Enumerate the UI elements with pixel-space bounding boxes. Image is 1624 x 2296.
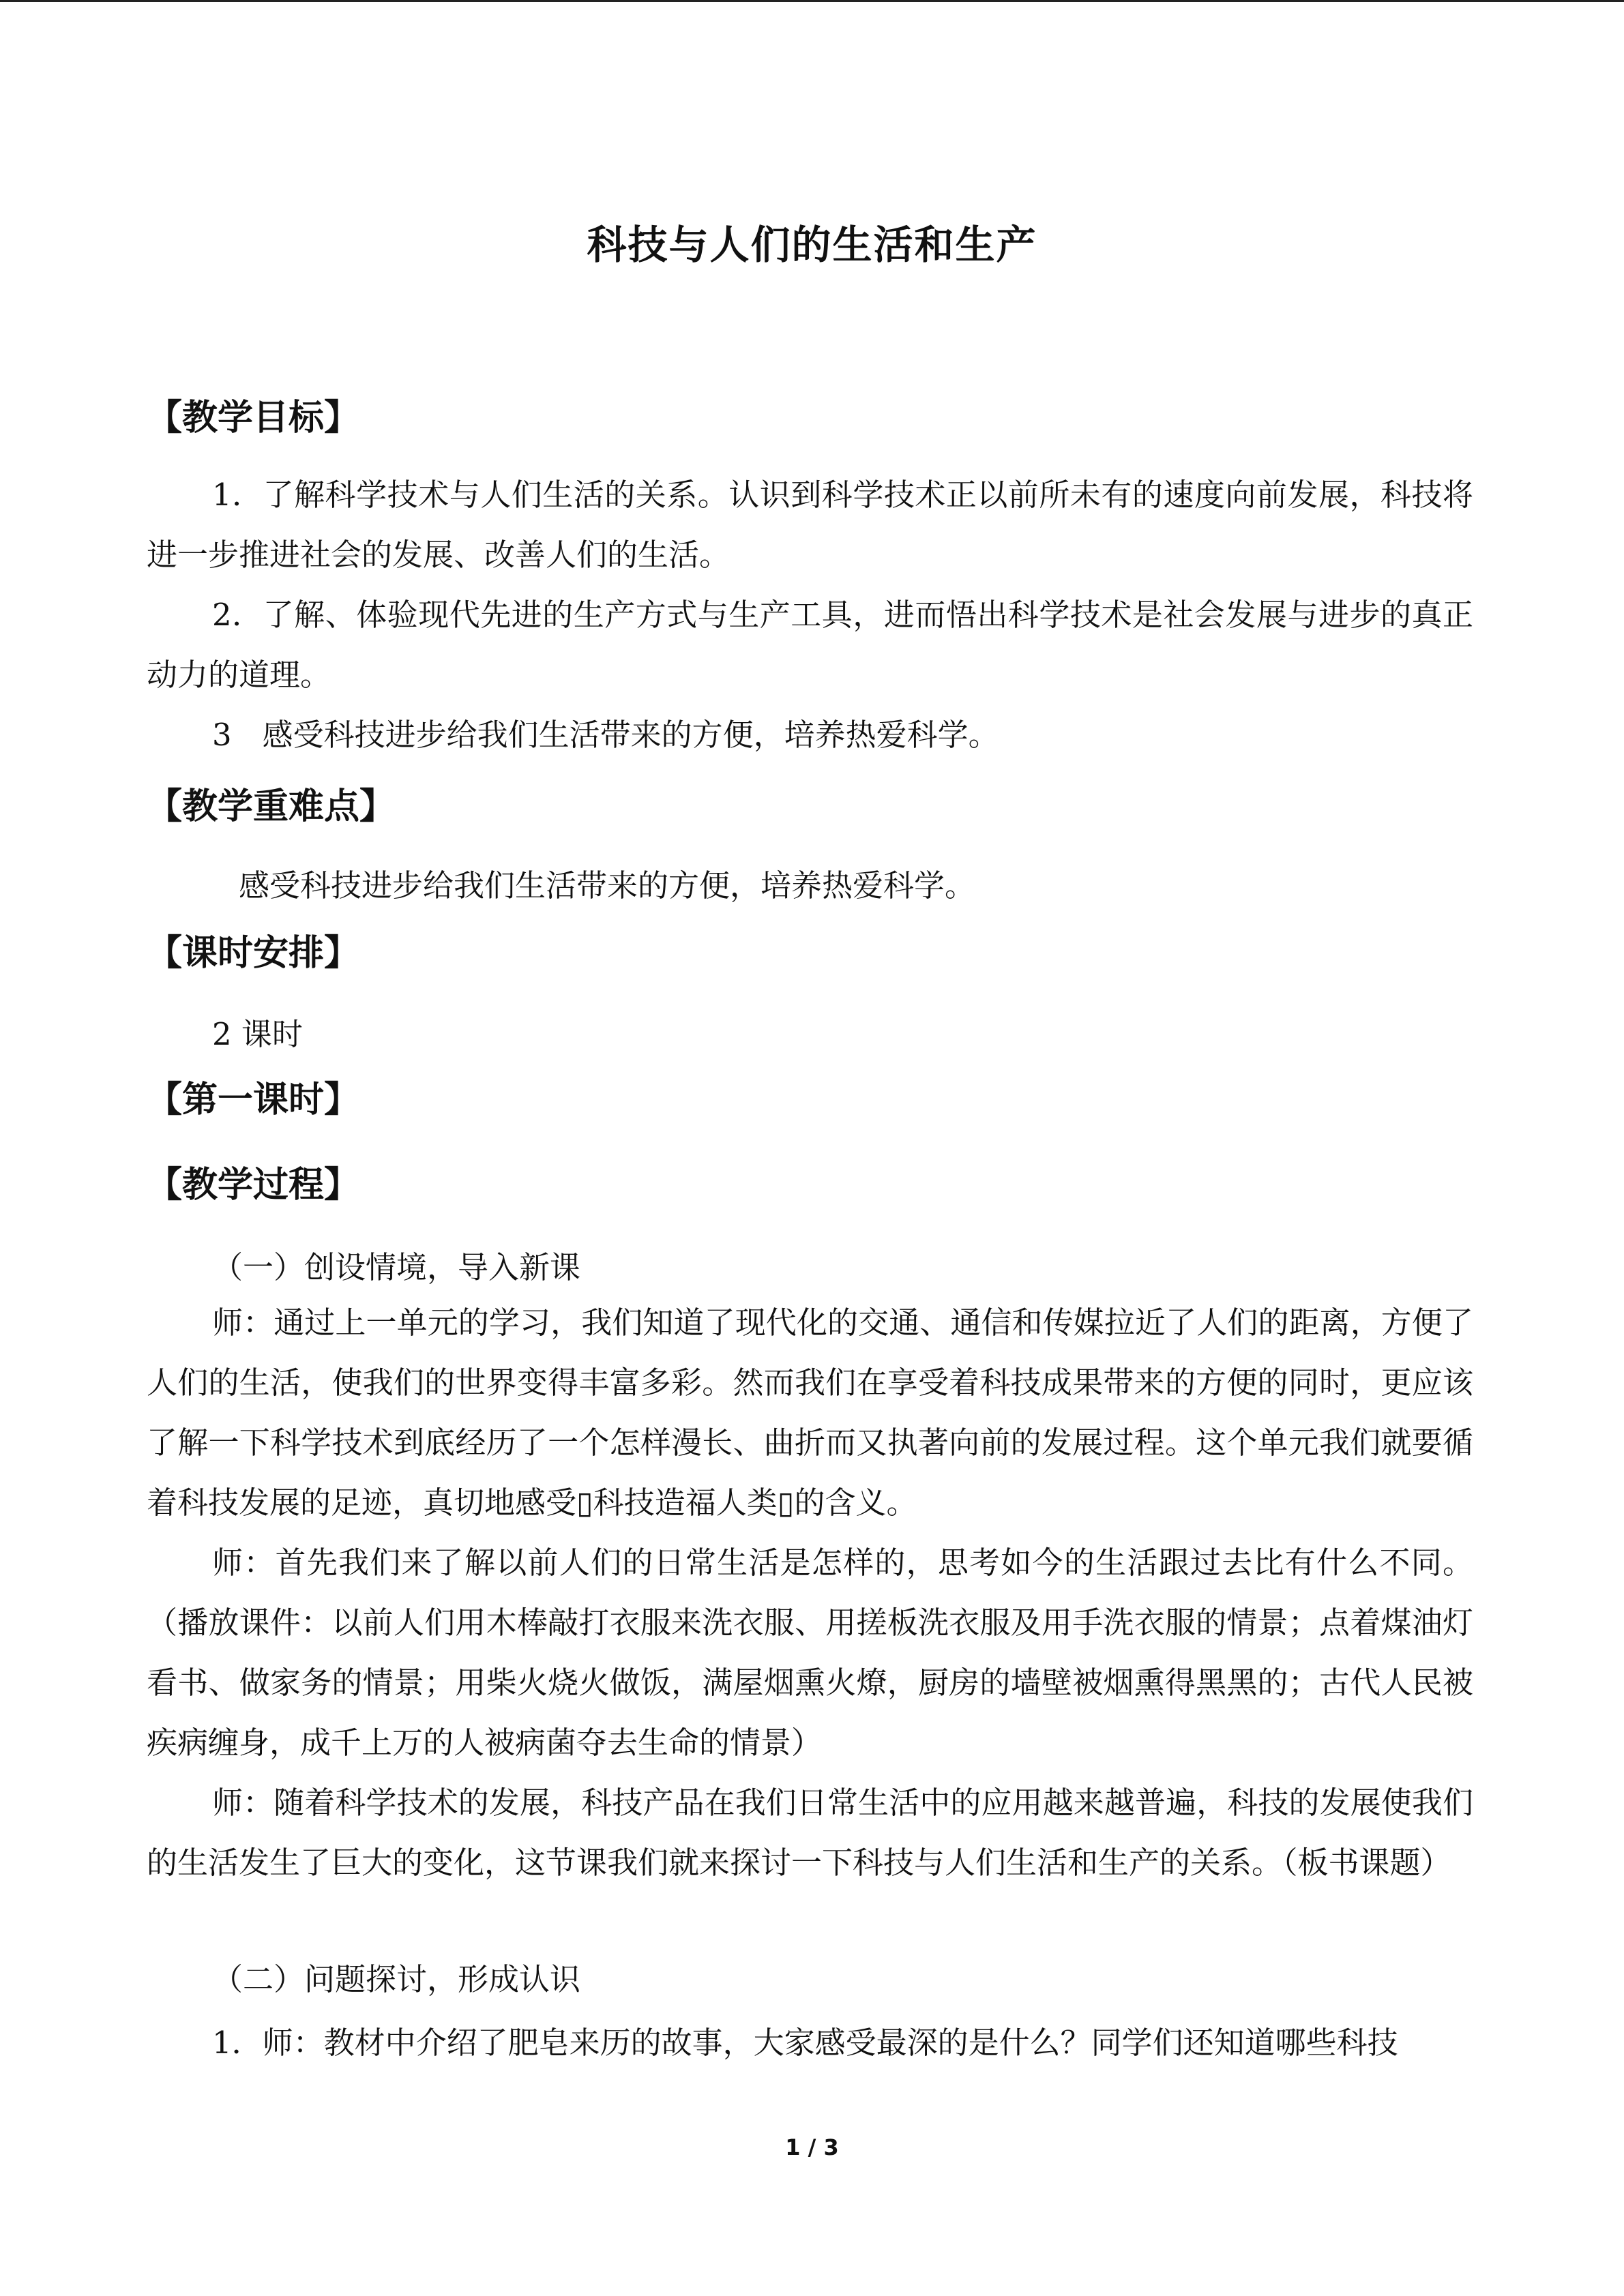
heading-schedule: 【课时安排】	[147, 933, 360, 974]
schedule-text: 2 课时	[212, 1016, 303, 1052]
key-points-text: 感受科技进步给我们生活带来的方便，培养热爱科学。	[239, 867, 976, 904]
paragraph-soap-question: 1．师：教材中介绍了肥皂来历的故事，大家感受最深的是什么？同学们还知道哪些科技	[212, 2025, 1398, 2061]
goal-item-2: 2．了解、体验现代先进的生产方式与生产工具，进而悟出科学技术是社会发展与进步的真正动力的道理。	[147, 597, 1473, 693]
subsection-two: （二）问题探讨，形成认识	[212, 1961, 581, 1997]
paragraph-tech-development: 师：随着科学技术的发展，科技产品在我们日常生活中的应用越来越普遍，科技的发展使我们的生活发生了巨大的变化，这节课我们就来探讨一下科技与人们生活和生产的关系。（板书课题）	[147, 1785, 1473, 1881]
heading-teaching-process: 【教学过程】	[147, 1165, 360, 1206]
subsection-one: （一）创设情境，导入新课	[212, 1249, 581, 1285]
paragraph-past-life: 师：首先我们来了解以前人们的日常生活是怎样的，思考如今的生活跟过去比有什么不同。（播放课件：以前人们用木棒敲打衣服来洗衣服、用搓板洗衣服及用手洗衣服的情景；点着煤油灯看书、做家务的情景；用柴火烧火做饭，满屋烟熏火燎，厨房的墙壁被烟熏得黑黑的；古代人民被疾病缠身，成千上万的人被病菌夺去生命的情景）	[147, 1545, 1473, 1761]
document-title: 科技与人们的生活和生产	[587, 222, 1037, 268]
goal-item-1: 1．了解科学技术与人们生活的关系。认识到科学技术正以前所未有的速度向前发展，科技将进一步推进社会的发展、改善人们的生活。	[147, 477, 1473, 573]
heading-key-points: 【教学重难点】	[147, 786, 396, 827]
heading-lesson-one: 【第一课时】	[147, 1079, 360, 1120]
page-number: 1 / 3	[785, 2134, 839, 2160]
heading-teaching-goals: 【教学目标】	[147, 398, 360, 438]
top-border-line	[0, 0, 1624, 2]
goal-item-3: 3 感受科技进步给我们生活带来的方便，培养热爱科学。	[212, 717, 999, 753]
paragraph-intro: 师：通过上一单元的学习，我们知道了现代化的交通、通信和传媒拉近了人们的距离，方便了人们的生活，使我们的世界变得丰富多彩。然而我们在享受着科技成果带来的方便的同时，更应该了解一下科学技术到底经历了一个怎样漫长、曲折而又执著向前的发展过程。这个单元我们就要循着科技发展的足迹，真切地感受▯科技造福人类▯的含义。	[147, 1304, 1473, 1521]
